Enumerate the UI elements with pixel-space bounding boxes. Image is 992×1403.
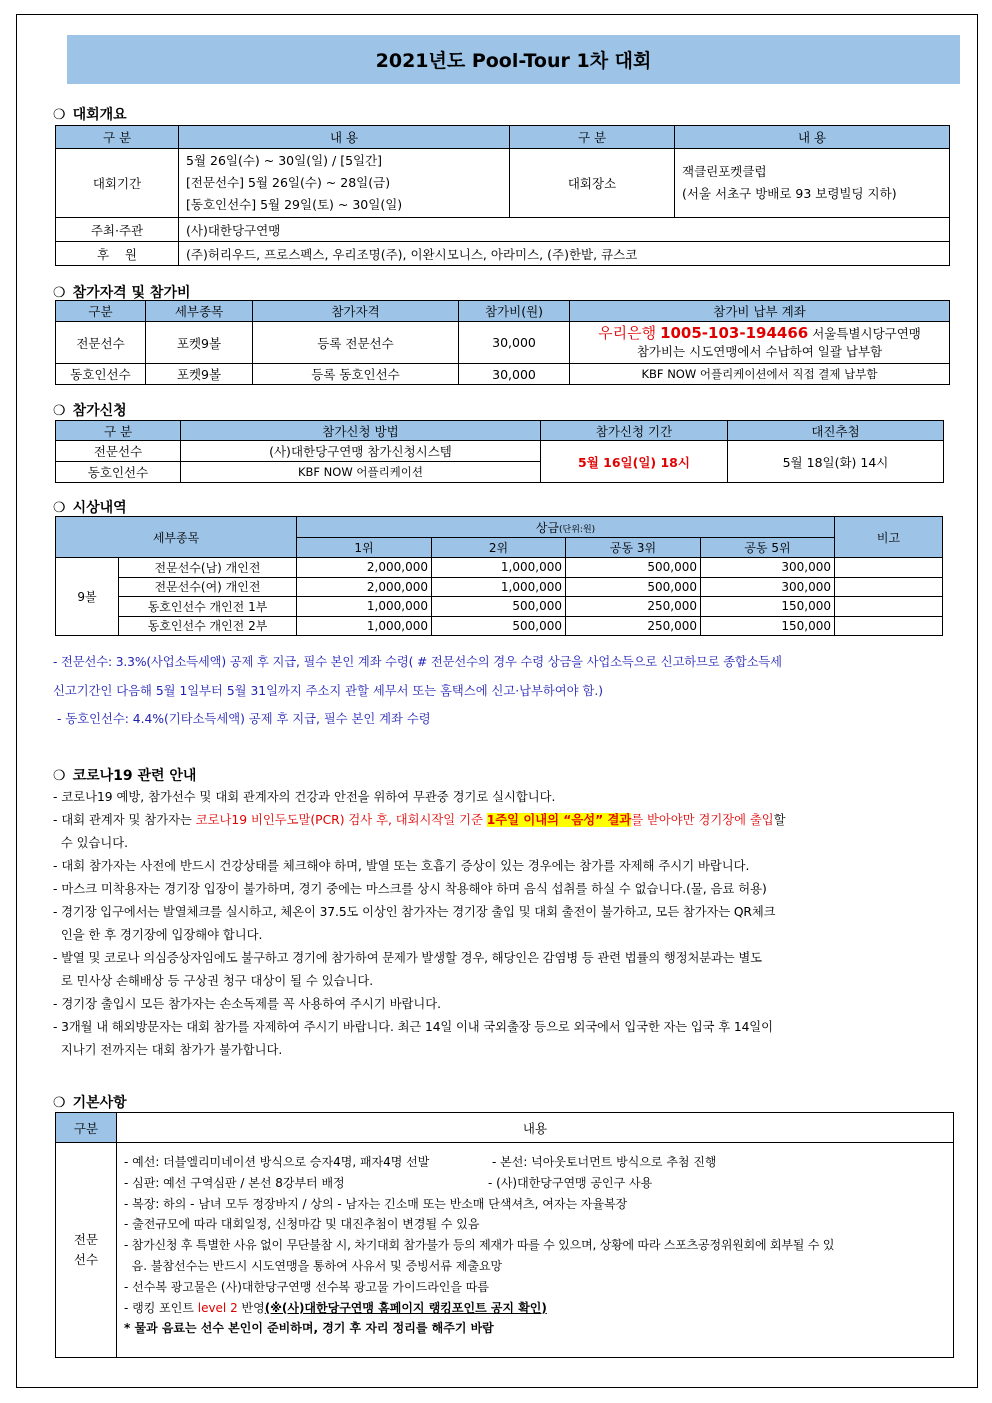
header-cell: 구분 [56,1113,117,1143]
text: 반영 [237,1300,265,1315]
covid-line: - 발열 및 코로나 의심증상자임에도 불구하고 경기에 참가하여 문제가 발생할 경우, 해당인은 감염병 등 관련 법률의 행정처분과는 별도 [53,951,762,965]
basics-line [124,1173,947,1194]
tax-note-amateur: - 동호인선수: 4.4%(기타소득세액) 공제 후 지급, 필수 본인 계좌 수령 [57,712,431,726]
period-line: [동호인선수] 5월 29일(토) ~ 30일(일) [186,197,403,212]
text: - 본선: 넉아웃토너먼트 방식으로 추첨 진행 [492,1155,717,1169]
header-note: 비고 [835,517,943,558]
text: 할 [773,813,786,827]
basics-line: 음. 불참선수는 반드시 시도연맹을 통하여 사유서 및 증빙서류 제출요망 [124,1258,503,1273]
prize-value: 500,000 [566,558,701,578]
tax-note-pro-cont: 신고기간인 다음해 5월 1일부터 5월 31일까지 주소지 관할 세무서 또는 홈택스에 신고·납부하여야 함.) [53,684,604,698]
header-cell: 구 분 [56,421,181,441]
note-cell [835,577,943,597]
eligibility-table [55,300,950,385]
period-value [179,149,510,218]
text: - 랭킹 포인트 [124,1300,198,1315]
overview-table [55,125,950,266]
rank-header: 공동 5위 [701,538,835,558]
venue-value [675,149,950,218]
prize-value: 2,000,000 [297,558,432,578]
basics-line [124,1298,947,1319]
covid-line: - 경기장 출입시 모든 참가자는 손소독제를 꼭 사용하여 주시기 바랍니다. [53,997,442,1011]
basics-line: - 출전규모에 따라 대회일정, 신청마감 및 대진추첨이 변경될 수 있음 [124,1217,480,1232]
covid-line: 로 민사상 손해배상 등 구상권 청구 대상이 될 수 있습니다. [53,974,374,988]
bank-name: 우리은행 [598,324,657,342]
negative-result-highlight: 1주일 이내의 “음성” 결과 [486,813,632,827]
header-cell: 구 분 [56,126,179,149]
prize-value: 300,000 [701,577,835,597]
covid-line: - 경기장 입구에서는 발열체크를 실시하고, 체온이 37.5도 이상인 참가자는 경기장 출입 및 대회 출전이 불가하고, 모든 참가자는 QR체크 [53,905,776,919]
prize-row-name: 전문선수(남) 개인전 [119,558,297,578]
account-holder: 서울특별시당구연맹 [812,326,921,341]
section-heading-prizes [53,497,127,517]
header-cell: 참가비(원) [459,301,570,322]
header-cell: 대진추첨 [728,421,944,441]
heading-text: 시상내역 [72,500,127,516]
type-cell: 전문선수 [56,441,181,462]
payment-cell: KBF NOW 어플리케이션에서 직접 결제 납부함 [570,364,950,385]
prize-value: 1,000,000 [297,597,432,617]
header-cell: 내 용 [675,126,950,149]
type-cell: 동호인선수 [56,462,181,483]
basics-line: * 물과 음료는 선수 본인이 준비하며, 경기 후 자리 정리를 해주기 바람 [124,1321,494,1336]
sponsor-label: 후 원 [56,242,179,266]
note-cell [835,597,943,617]
tax-note-pro: - 전문선수: 3.3%(사업소득세액) 공제 후 지급, 필수 본인 계좌 수령( # 전문선수의 경우 수령 상금을 사업소득으로 신고하므로 종합소득세 [53,655,782,669]
venue-label: 대회장소 [510,149,675,218]
header-cell: 세부종목 [146,301,253,322]
header-event: 세부종목 [56,517,297,558]
section-heading-covid [53,765,196,785]
rank-header: 1위 [297,538,432,558]
heading-text: 기본사항 [72,1095,127,1111]
method-cell: KBF NOW 어플리케이션 [181,462,541,483]
basics-line: - 선수복 광고물은 (사)대한당구연맹 선수복 광고물 가이드라인을 따름 [124,1279,489,1294]
prize-row-name: 전문선수(여) 개인전 [119,577,297,597]
heading-text: 코로나19 관련 안내 [72,768,197,784]
covid-line: - 3개월 내 해외방문자는 대회 참가를 자제하여 주시기 바랍니다. 최근 14일 이내 국외출장 등으로 외국에서 입국한 자는 입국 후 14일이 [53,1020,773,1034]
prize-value: 500,000 [566,577,701,597]
header-cell: 참가비 납부 계좌 [570,301,950,322]
title-text: 2021년도 Pool-Tour 1차 대회 [375,50,652,72]
host-value: (사)대한당구연맹 [179,218,950,242]
covid-line: - 마스크 미착용자는 경기장 입장이 불가하며, 경기 중에는 마스크를 상시 착용해야 하며 음식 섭취를 하실 수 없습니다.(물, 음료 허용) [53,882,767,896]
ranking-notice-link: (※(사)대한당구연맹 홈페이지 랭킹포인트 공지 확인) [264,1300,547,1315]
type-cell: 전문선수 [56,322,146,364]
level-text: level 2 [197,1300,238,1315]
sponsor-value: (주)허리우드, 프로스펙스, 우리조명(주), 이완시모니스, 아라미스, (주)한밭, 큐스코 [179,242,950,266]
fee-cell: 30,000 [459,364,570,385]
covid-line: - 대회 참가자는 사전에 반드시 건강상태를 체크해야 하며, 발열 또는 호흡기 증상이 있는 경우에는 참가를 자제해 주시기 바랍니다. [53,859,750,873]
prize-value: 2,000,000 [297,577,432,597]
prize-value: 1,000,000 [432,558,566,578]
account-cell [570,322,950,364]
prize-value: 300,000 [701,558,835,578]
circle-bullet-icon: ❍ [53,107,66,123]
basics-content [117,1143,954,1358]
application-table [55,420,944,483]
rank-header: 공동 3위 [566,538,701,558]
header-cell: 내용 [117,1113,954,1143]
note-cell [835,558,943,578]
prize-label: 상금 [535,520,560,535]
qualification-cell: 등록 동호인선수 [253,364,459,385]
prize-value: 1,000,000 [432,577,566,597]
account-number: 1005-103-194466 [660,324,809,342]
circle-bullet-icon: ❍ [53,768,66,784]
host-label: 주최·주관 [56,218,179,242]
rank-header: 2위 [432,538,566,558]
label-line: 선수 [73,1252,99,1267]
text: - 심판: 예선 구역심판 / 본선 8강부터 배정 [124,1175,345,1190]
circle-bullet-icon: ❍ [53,500,66,516]
header-prize [297,517,835,538]
fee-cell: 30,000 [459,322,570,364]
circle-bullet-icon: ❍ [53,285,66,301]
covid-line: 수 있습니다. [53,836,129,850]
period-line: 5월 26일(수) ~ 30일(일) / [5일간] [186,153,383,168]
section-heading-basics [53,1092,127,1112]
pcr-text: 코로나19 비인두도말(PCR) 검사 후, 대회시작일 기준 [195,813,487,827]
heading-text: 참가자격 및 참가비 [72,285,191,301]
header-cell: 참가자격 [253,301,459,322]
page-title [67,35,960,84]
basics-line [124,1152,947,1173]
heading-text: 참가신청 [72,403,127,419]
covid-guide [53,786,963,1062]
unit-label: (단위:원) [559,524,596,535]
circle-bullet-icon: ❍ [53,1095,66,1111]
basics-label [56,1143,117,1358]
prize-value: 150,000 [701,616,835,636]
prize-table [55,516,943,636]
section-heading-eligibility [53,282,191,302]
header-cell: 구분 [56,301,146,322]
period-cell: 5월 16일(일) 18시 [541,441,728,483]
prize-row-name: 동호인선수 개인전 2부 [119,616,297,636]
draw-cell: 5월 18일(화) 14시 [728,441,944,483]
prize-value: 500,000 [432,616,566,636]
text: - 예선: 더블엘리미네이션 방식으로 승자4명, 패자4명 선발 [124,1155,430,1169]
method-cell: (사)대한당구연맹 참가신청시스템 [181,441,541,462]
period-label: 대회기간 [56,149,179,218]
type-cell: 동호인선수 [56,364,146,385]
text: - (사)대한당구연맹 공인구 사용 [488,1175,653,1190]
venue-line: 잭클린포켓클럽 [682,164,767,179]
section-heading-overview [53,104,127,124]
prize-value: 1,000,000 [297,616,432,636]
event-cell: 포켓9볼 [146,364,253,385]
qualification-cell: 등록 전문선수 [253,322,459,364]
basics-table [55,1112,954,1358]
venue-line: (서울 서초구 방배로 93 보령빌딩 지하) [682,186,897,201]
text: - 대회 관계자 및 참가자는 [53,813,196,827]
header-cell: 내 용 [179,126,510,149]
header-cell: 참가신청 방법 [181,421,541,441]
covid-line [53,809,963,832]
prize-value: 500,000 [432,597,566,617]
note-cell [835,616,943,636]
prize-value: 250,000 [566,597,701,617]
circle-bullet-icon: ❍ [53,403,66,419]
account-note: 참가비는 시도연맹에서 수납하여 일괄 납부함 [636,344,883,359]
prize-value: 250,000 [566,616,701,636]
period-line: [전문선수] 5월 26일(수) ~ 28일(금) [186,175,391,190]
heading-text: 대회개요 [72,107,127,123]
section-heading-application [53,400,127,420]
covid-line: - 코로나19 예방, 참가선수 및 대회 관계자의 건강과 안전을 위하여 무관중 경기로 실시합니다. [53,790,556,804]
label-line: 전문 [73,1232,99,1247]
covid-line: 인을 한 후 경기장에 입장해야 합니다. [53,928,263,942]
covid-line: 지나기 전까지는 대회 참가가 불가합니다. [53,1043,283,1057]
basics-line: - 참가신청 후 특별한 사유 없이 무단불참 시, 차기대회 참가불가 등의 제재가 따를 수 있으며, 상황에 따라 스포츠공정위원회에 회부될 수 있 [124,1238,835,1253]
header-cell: 구 분 [510,126,675,149]
group-cell: 9볼 [56,558,119,636]
header-cell: 참가신청 기간 [541,421,728,441]
event-cell: 포켓9볼 [146,322,253,364]
entry-text: 를 받아야만 경기장에 출입 [631,813,774,827]
prize-row-name: 동호인선수 개인전 1부 [119,597,297,617]
basics-line: - 복장: 하의 - 남녀 모두 정장바지 / 상의 - 남자는 긴소매 또는 반소매 단색셔츠, 여자는 자율복장 [124,1196,628,1211]
prize-value: 150,000 [701,597,835,617]
